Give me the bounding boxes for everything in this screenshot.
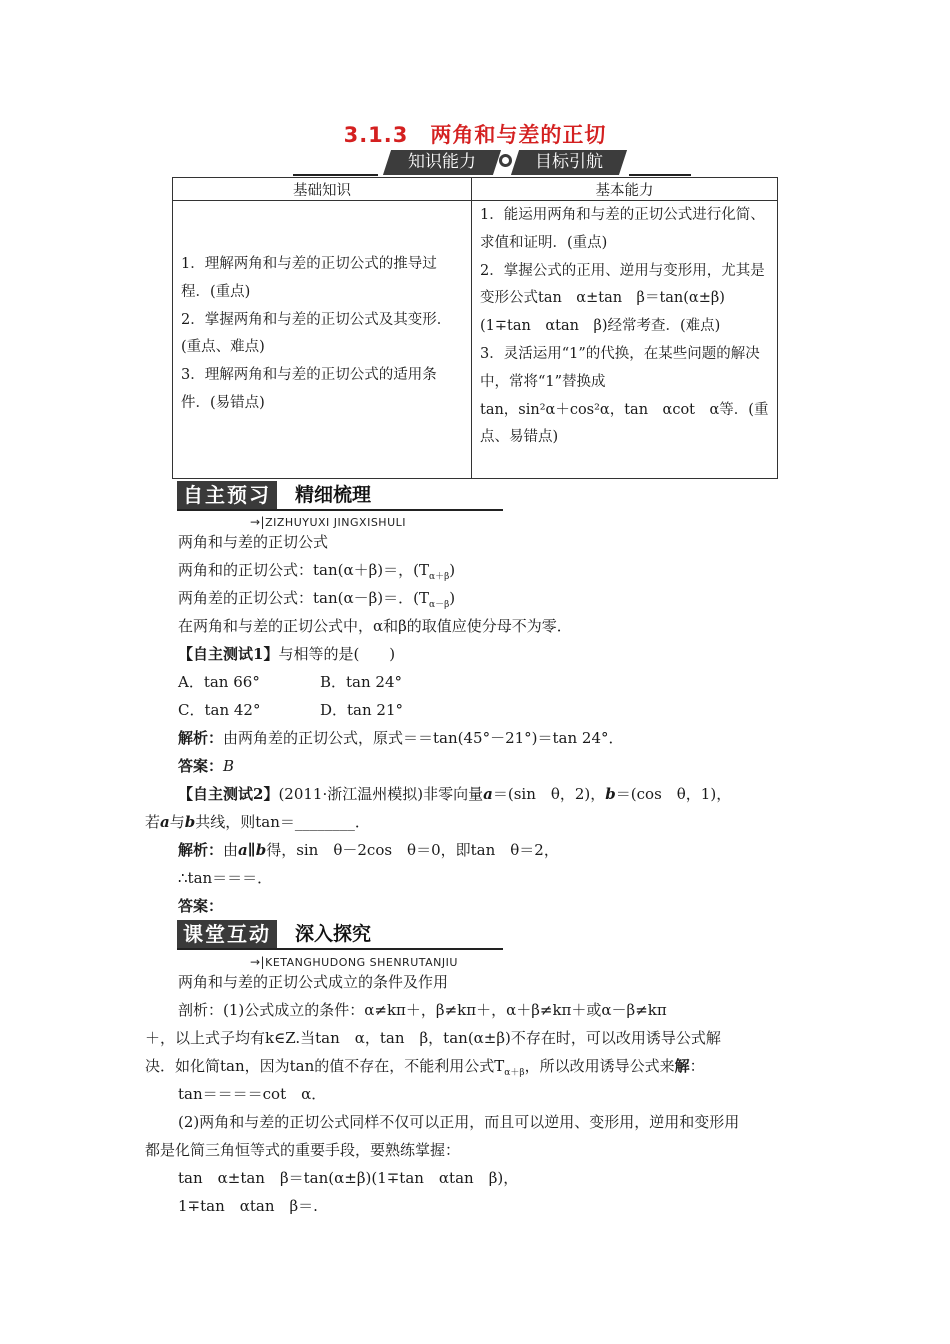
answer-2: 答案：	[178, 897, 224, 915]
banner-label: 自主预习	[177, 481, 277, 509]
formula-line: 1∓tan αtan β＝.	[178, 1197, 318, 1215]
diff-formula: 两角差的正切公式：tan(α－β)＝．$(T_{\alpha-\beta})$	[178, 589, 456, 610]
paragraph-line: 决．如化简tan，因为tan的值不存在，不能利用公式$T_{\alpha+\beta}$，所以改用诱导公式来解：	[145, 1057, 705, 1078]
circle-icon	[499, 154, 512, 167]
banner-subtitle: 精细梳理	[295, 484, 372, 506]
test2-question-line2: 若a与b共线，则tan＝________．	[145, 813, 370, 831]
analysis-1: 解析：由两角差的正切公式，原式＝＝tan(45°－21°)＝tan 24°．	[178, 729, 624, 747]
paragraph-line: 都是化简三角恒等式的重要手段，要熟练掌握：	[145, 1141, 461, 1159]
banner-underline	[177, 948, 503, 950]
section-heading: 两角和与差的正切公式成立的条件及作用	[178, 973, 449, 991]
tab-knowledge-ability: 知识能力	[383, 150, 501, 175]
pinyin-caption: →|KETANGHUDONG SHENRUTANJIU	[250, 955, 458, 969]
sum-formula: 两角和的正切公式：tan(α＋β)＝，$(T_{\alpha+\beta})$	[178, 561, 456, 582]
divider-left	[293, 174, 378, 176]
paragraph-line: 剖析：(1)公式成立的条件：α≠kπ＋，β≠kπ＋，α＋β≠kπ＋或α－β≠kπ	[178, 1001, 667, 1019]
test2-question: 【自主测试2】(2011·浙江温州模拟)非零向量a＝(sin θ，2)，b＝(cos θ，1)，	[178, 785, 732, 803]
arrow-right-icon: →|	[250, 955, 266, 969]
option-d: D．tan 21°	[320, 701, 404, 719]
option-b: B．tan 24°	[320, 673, 403, 691]
header-basic-ability: 基本能力	[472, 178, 778, 201]
option-a: A．tan 66°	[178, 673, 260, 691]
section-banner-preview	[177, 481, 507, 509]
knowledge-cell	[173, 201, 472, 479]
paragraph-line: (2)两角和与差的正切公式同样不仅可以正用，而且可以逆用、变形用，逆用和变形用	[178, 1113, 740, 1131]
objectives-table	[172, 177, 778, 479]
option-c: C．tan 42°	[178, 701, 261, 719]
section-tab-bar	[293, 147, 691, 177]
section-heading: 两角和与差的正切公式	[178, 533, 329, 551]
banner-subtitle: 深入探究	[295, 923, 372, 945]
section-banner-classroom	[177, 920, 507, 948]
formula-line: tan α±tan β＝tan(α±β)(1∓tan αtan β)，	[178, 1169, 519, 1187]
pinyin-caption: →|ZIZHUYUXI JINGXISHULI	[250, 515, 406, 529]
knowledge-item: 3．理解两角和与差的正切公式的适用条件．(易错点)	[181, 367, 437, 411]
arrow-right-icon: →|	[250, 515, 266, 529]
analysis-2: 解析：由a∥b得，sin θ－2cos θ＝0，即tan θ＝2，	[178, 841, 559, 859]
divider-right	[629, 174, 691, 176]
ability-cell	[472, 201, 778, 479]
test1-question: 【自主测试1】与相等的是( )	[178, 645, 396, 663]
ability-item: tan，sin²α＋cos²α，tan αcot α等．(重点、易错点)	[480, 401, 769, 446]
tab-goal-guide: 目标引航	[511, 150, 627, 175]
page-title: 3.1.3 两角和与差的正切	[343, 123, 607, 147]
header-basic-knowledge: 基础知识	[173, 178, 472, 201]
knowledge-item: 2．掌握两角和与差的正切公式及其变形．(重点、难点)	[181, 311, 452, 356]
banner-label: 课堂互动	[177, 920, 277, 948]
ability-item: 1．能运用两角和与差的正切公式进行化简、求值和证明．(重点)	[480, 207, 765, 251]
paragraph-line: tan＝＝＝＝cot α．	[178, 1085, 327, 1103]
ability-item: 2．掌握公式的正用、逆用与变形用，尤其是变形公式tan α±tan β＝tan(α±β)(1∓tan αtan β)经常考查．(难点)	[480, 262, 765, 335]
banner-underline	[177, 509, 503, 511]
therefore-line: ∴tan＝＝＝．	[178, 869, 273, 887]
paragraph-line: ＋，以上式子均有k∈Z.当tan α，tan β，tan(α±β)不存在时，可以改用诱导公式解	[145, 1029, 721, 1047]
ability-item: 3．灵活运用“1”的代换，在某些问题的解决中，常将“1”替换成	[480, 345, 760, 390]
condition-text: 在两角和与差的正切公式中，α和β的取值应使分母不为零．	[178, 617, 572, 635]
answer-1: 答案：B	[178, 757, 235, 775]
knowledge-item: 1．理解两角和与差的正切公式的推导过程．(重点)	[181, 256, 437, 300]
